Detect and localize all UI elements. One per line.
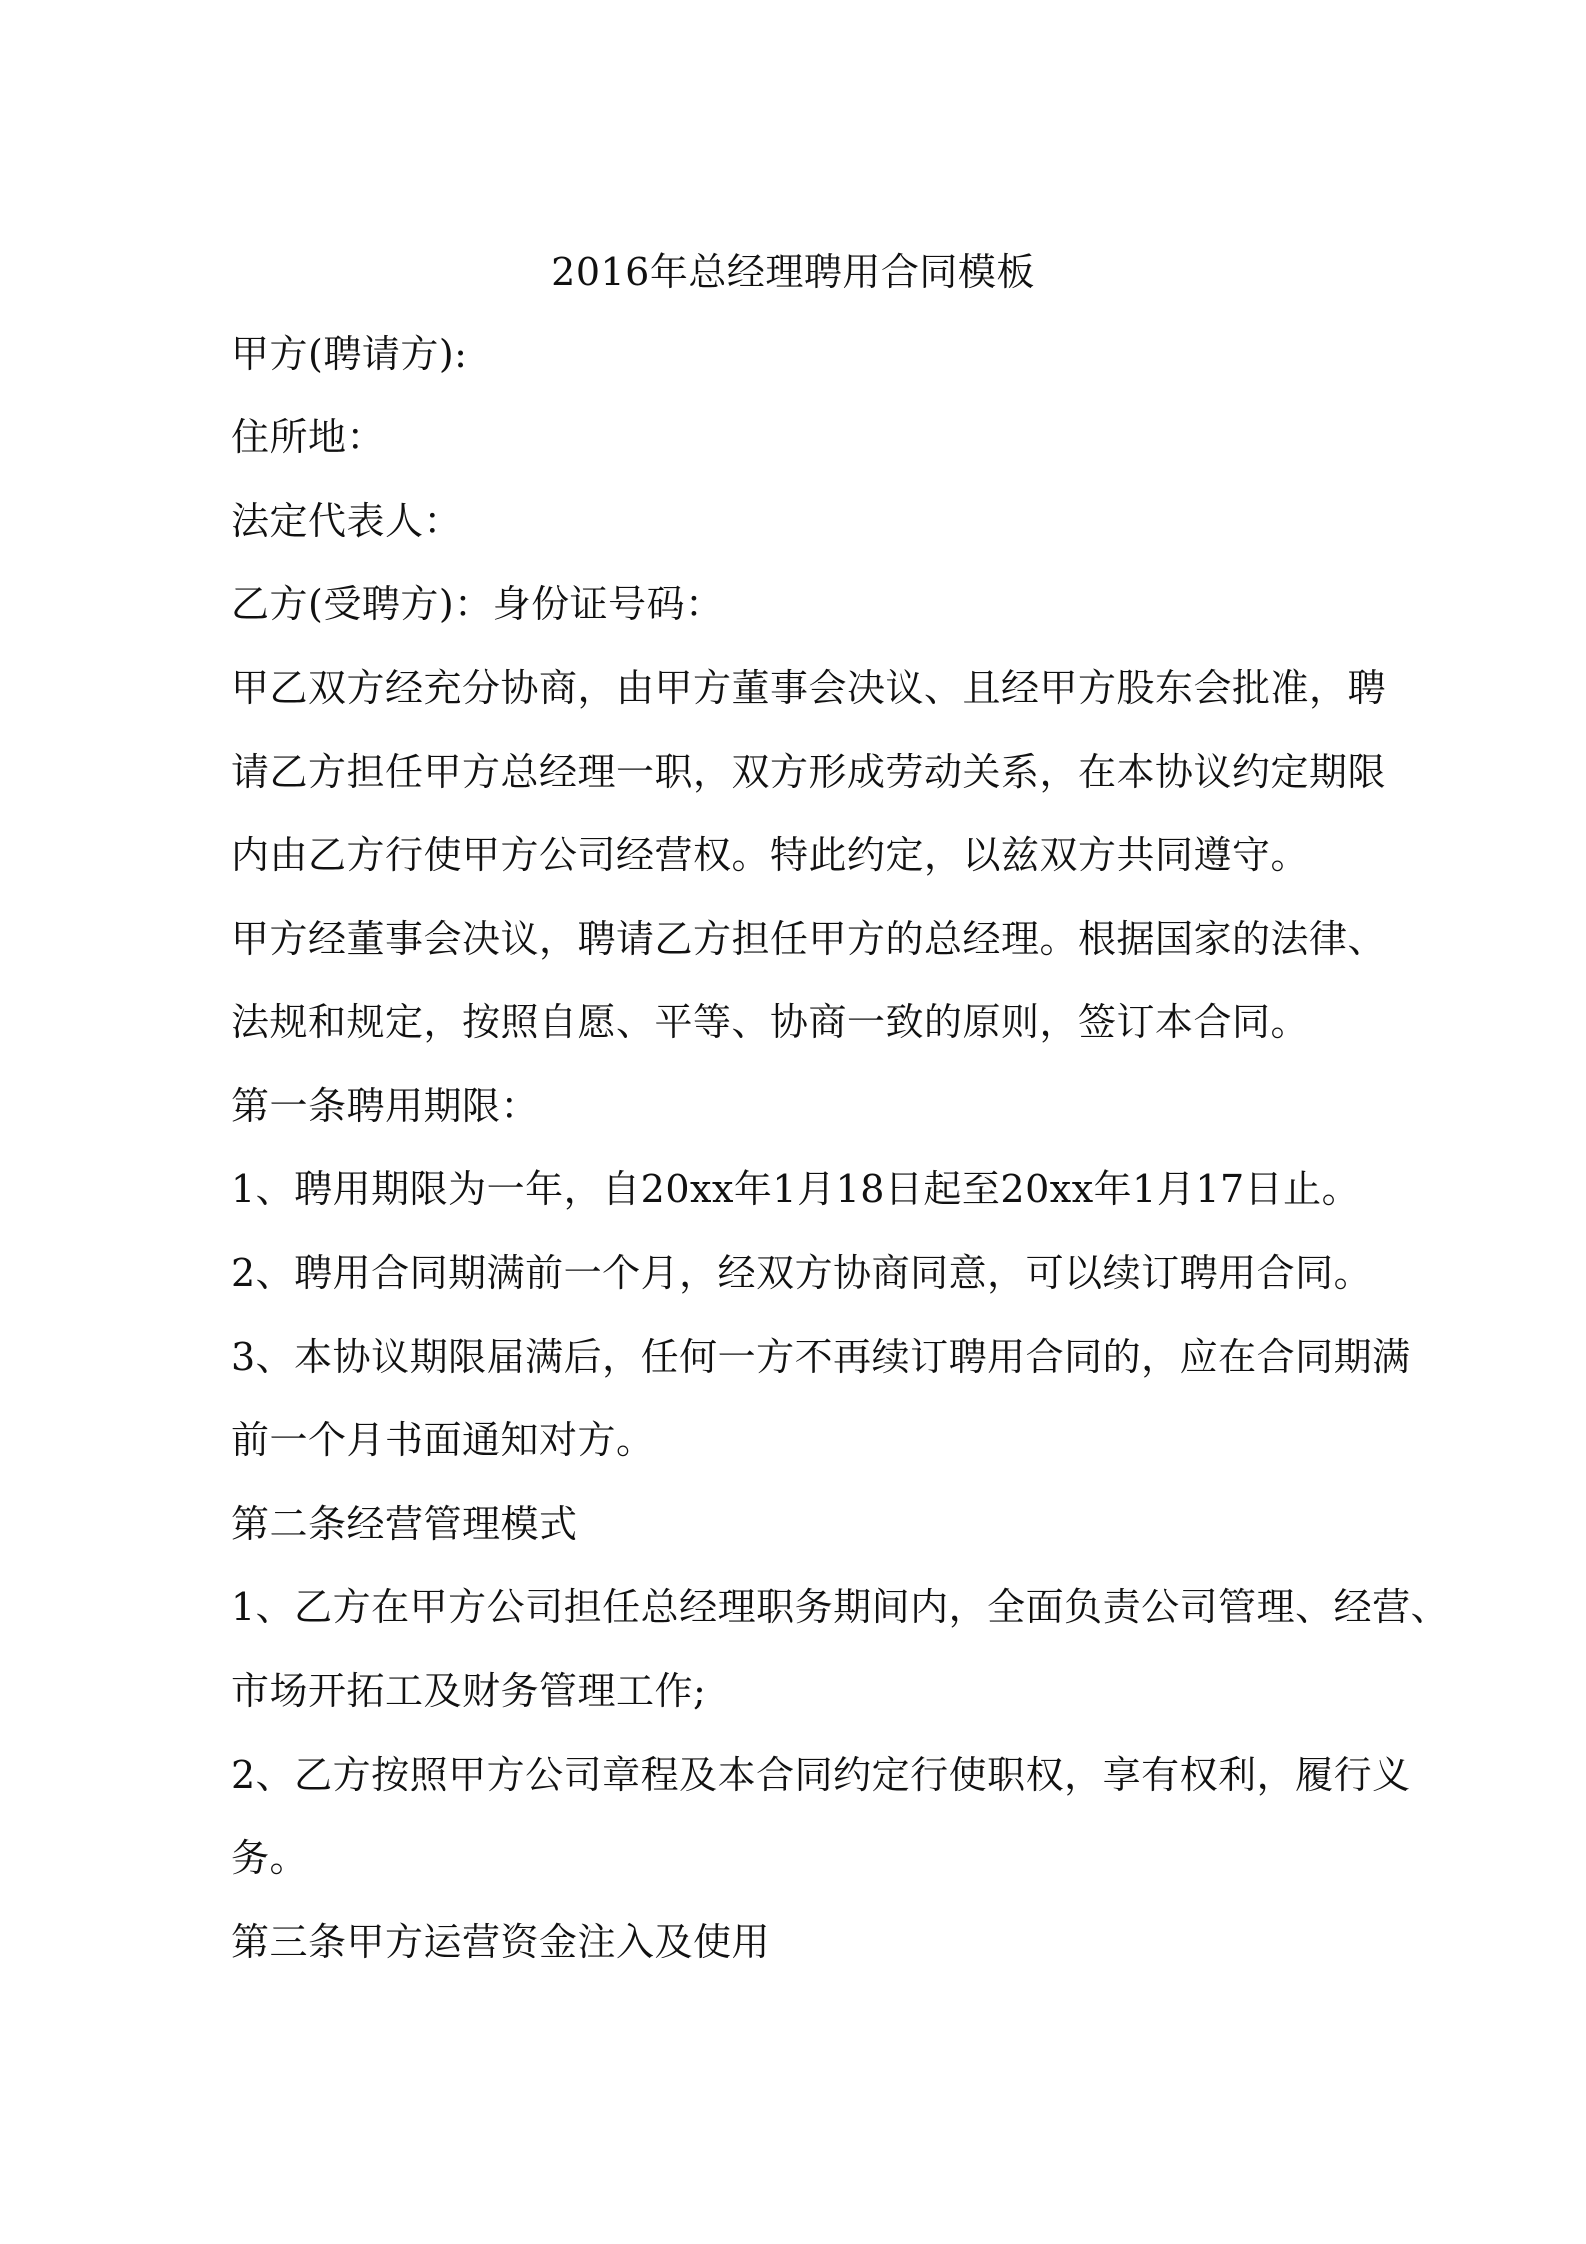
clause-line: 前一个月书面通知对方。 (231, 1418, 655, 1462)
article-heading: 第二条经营管理模式 (231, 1502, 578, 1546)
clause-line: 2、聘用合同期满前一个月，经双方协商同意，可以续订聘用合同。 (231, 1251, 1373, 1295)
party-b-line: 乙方(受聘方)：身份证号码： (231, 582, 724, 626)
paragraph-line: 法规和规定，按照自愿、平等、协商一致的原则，签订本合同。 (231, 1000, 1310, 1044)
clause-line: 务。 (231, 1836, 309, 1880)
paragraph-line: 甲方经董事会决议，聘请乙方担任甲方的总经理。根据国家的法律、 (231, 917, 1387, 961)
paragraph-line: 内由乙方行使甲方公司经营权。特此约定，以兹双方共同遵守。 (231, 833, 1310, 877)
document-title: 2016年总经理聘用合同模板 (551, 250, 1035, 294)
clause-line: 2、乙方按照甲方公司章程及本合同约定行使职权，享有权利，履行义 (231, 1753, 1411, 1797)
clause-line: 1、聘用期限为一年，自20xx年1月18日起至20xx年1月17日止。 (231, 1167, 1361, 1211)
clause-line: 市场开拓工及财务管理工作; (231, 1669, 707, 1713)
article-heading: 第一条聘用期限： (231, 1084, 540, 1128)
paragraph-line: 请乙方担任甲方总经理一职，双方形成劳动关系，在本协议约定期限 (231, 750, 1387, 794)
address-line: 住所地： (231, 415, 386, 459)
clause-line: 1、乙方在甲方公司担任总经理职务期间内，全面负责公司管理、经营、 (231, 1585, 1450, 1629)
paragraph-line: 甲乙双方经充分协商，由甲方董事会决议、且经甲方股东会批准，聘 (231, 666, 1387, 710)
party-a-line: 甲方(聘请方): (231, 332, 468, 376)
article-heading: 第三条甲方运营资金注入及使用 (231, 1920, 771, 1964)
clause-line: 3、本协议期限届满后，任何一方不再续订聘用合同的，应在合同期满 (231, 1335, 1411, 1379)
legal-representative-line: 法定代表人： (231, 499, 463, 543)
